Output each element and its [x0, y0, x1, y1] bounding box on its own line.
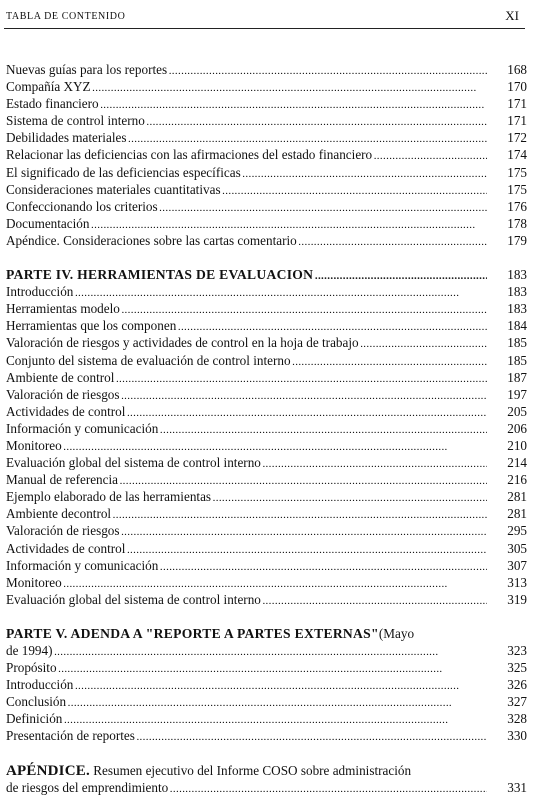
- toc-entry-label: Relacionar las deficiencias con las afirmaciones del estado financiero . . .: [6, 146, 487, 165]
- header-page-number: XI: [505, 8, 519, 23]
- toc-entry-page: 216: [507, 472, 527, 488]
- toc-entry-label: Evaluación global del sistema de control interno . . .: [6, 591, 487, 610]
- toc-entry: [6, 317, 527, 334]
- toc-entry-label: Propósito . . .: [6, 659, 487, 678]
- part-heading: [6, 266, 527, 283]
- part-heading-line2: [6, 642, 527, 659]
- toc-entry-label: Conclusión . . .: [6, 693, 487, 712]
- toc-entry-label: Debilidades materiales . . .: [6, 129, 487, 148]
- toc-entry: [6, 146, 527, 163]
- toc-entry-label: Actividades de control . . .: [6, 540, 487, 559]
- appendix-heading-line2: [6, 779, 527, 796]
- toc-entry-page: 210: [507, 437, 527, 453]
- toc-entry: [6, 334, 527, 351]
- appendix-page: 331: [507, 779, 527, 795]
- toc-entry: [6, 95, 527, 112]
- toc-entry-label: Estado financiero . . .: [6, 95, 487, 114]
- toc-entry: [6, 61, 527, 78]
- running-header: [6, 8, 519, 28]
- toc-entry-page: 313: [507, 574, 527, 590]
- toc-entry-page: 185: [507, 352, 527, 368]
- toc-entry-label: Información y comunicación . . .: [6, 557, 487, 576]
- toc-entry-page: 183: [507, 301, 527, 317]
- toc-entry-label: Sistema de control interno . . .: [6, 112, 487, 131]
- toc-entry: [6, 352, 527, 369]
- toc-entry: [6, 181, 527, 198]
- toc-entry-label: Herramientas modelo . . .: [6, 300, 487, 319]
- toc-entry: [6, 710, 527, 727]
- part-v-entries: [6, 659, 527, 744]
- toc-entry-page: 170: [507, 79, 527, 95]
- toc-entry-page: 175: [507, 181, 527, 197]
- toc-entry-page: 178: [507, 215, 527, 231]
- toc-entry: [6, 215, 527, 232]
- part-title: PARTE IV. HERRAMIENTAS DE EVALUACION . . .: [6, 266, 487, 285]
- toc-entry-label: Compañía XYZ . . .: [6, 78, 487, 97]
- toc-entry: [6, 659, 527, 676]
- part-heading-line1: [6, 625, 527, 642]
- header-rule: [4, 28, 525, 29]
- appendix-text-continuation: de riesgos del emprendimiento . . .: [6, 779, 487, 798]
- toc-entry: [6, 198, 527, 215]
- toc-entry-page: 214: [507, 455, 527, 471]
- toc-entry: [6, 112, 527, 129]
- toc-entry-label: Conjunto del sistema de evaluación de control interno . . .: [6, 352, 487, 371]
- toc-entry-page: 197: [507, 386, 527, 402]
- toc-entry-label: Información y comunicación . . .: [6, 420, 487, 439]
- part-page: 183: [507, 267, 527, 283]
- toc-entry-label: Valoración de riesgos . . .: [6, 386, 487, 405]
- toc-entry-label: Ejemplo elaborado de las herramientas . . .: [6, 488, 487, 507]
- toc-entry: [6, 232, 527, 249]
- toc-entry: [6, 574, 527, 591]
- toc-entry-label: El significado de las deficiencias específicas . . .: [6, 164, 487, 183]
- toc-entry-label: Nuevas guías para los reportes . . .: [6, 61, 487, 80]
- toc-entry: [6, 693, 527, 710]
- toc-entry-page: 175: [507, 164, 527, 180]
- toc-entry: [6, 591, 527, 608]
- toc-entry-label: Actividades de control . . .: [6, 403, 487, 422]
- toc-entry-page: 319: [507, 591, 527, 607]
- toc-entry-label: Manual de referencia . . .: [6, 471, 487, 490]
- toc-entry-page: 325: [507, 660, 527, 676]
- toc-entry-page: 327: [507, 694, 527, 710]
- toc-entry: [6, 505, 527, 522]
- appendix-title: APÉNDICE.: [6, 762, 90, 779]
- toc-entry: [6, 420, 527, 437]
- toc-entry: [6, 454, 527, 471]
- toc-entry-page: 281: [507, 489, 527, 505]
- part-title: PARTE V. ADENDA A "REPORTE A PARTES EXTERNAS": [6, 625, 379, 641]
- toc-entry: [6, 540, 527, 557]
- toc-entry: [6, 522, 527, 539]
- toc-entry-label: Introducción . . .: [6, 283, 487, 302]
- toc-entry-label: Monitoreo . . .: [6, 574, 487, 593]
- toc-entry-page: 206: [507, 420, 527, 436]
- toc-entry-page: 295: [507, 523, 527, 539]
- toc-entry-label: Valoración de riesgos y actividades de control en la hoja de trabajo . . .: [6, 334, 487, 353]
- toc-entry: [6, 676, 527, 693]
- toc-entry: [6, 488, 527, 505]
- toc-entry-page: 305: [507, 540, 527, 556]
- toc-entry-label: Ambiente decontrol . . .: [6, 505, 487, 524]
- toc-entry-page: 168: [507, 62, 527, 77]
- toc-entry-page: 205: [507, 403, 527, 419]
- toc-entry-page: 176: [507, 198, 527, 214]
- appendix-heading-line1: [6, 762, 527, 779]
- toc-entry: [6, 386, 527, 403]
- header-title: TABLA DE CONTENIDO: [6, 11, 126, 22]
- toc-entry-page: 174: [507, 147, 527, 163]
- section-entries: [6, 61, 527, 249]
- toc-entry: [6, 557, 527, 574]
- toc-entry-label: Apéndice. Consideraciones sobre las cartas comentario . . .: [6, 232, 487, 251]
- toc-entry-page: 187: [507, 369, 527, 385]
- toc-entry-page: 171: [507, 113, 527, 129]
- toc-entry-page: 330: [507, 728, 527, 744]
- part-title-suffix: (Mayo: [378, 625, 415, 641]
- toc-entry: [6, 300, 527, 317]
- toc-entry-label: Introducción . . .: [6, 676, 487, 695]
- toc-entry-page: 184: [507, 318, 527, 334]
- toc-entry: [6, 283, 527, 300]
- toc-entry-page: 185: [507, 335, 527, 351]
- toc-entry-page: 183: [507, 284, 527, 300]
- toc-entry: [6, 369, 527, 386]
- toc-entry: [6, 164, 527, 181]
- toc-entry: [6, 437, 527, 454]
- toc-entry-page: 328: [507, 711, 527, 727]
- toc-entry-page: 171: [507, 96, 527, 112]
- toc-entry-label: Valoración de riesgos . . .: [6, 522, 487, 541]
- toc-entry-label: Presentación de reportes . . .: [6, 727, 487, 746]
- toc-entry-page: 326: [507, 677, 527, 693]
- appendix-text: Resumen ejecutivo del Informe COSO sobre administración: [89, 762, 412, 778]
- toc-entry-label: Confeccionando los criterios . . .: [6, 198, 487, 217]
- toc-entry-label: Consideraciones materiales cuantitativas . . .: [6, 181, 487, 200]
- toc-entry-label: Monitoreo . . .: [6, 437, 487, 456]
- toc-entry-label: Ambiente de control . . .: [6, 369, 487, 388]
- toc-entry-label: Definición . . .: [6, 710, 487, 729]
- toc-entry: [6, 78, 527, 95]
- toc-entry-page: 172: [507, 130, 527, 146]
- toc-entry-label: Herramientas que los componen . . .: [6, 317, 487, 336]
- toc-entry-page: 179: [507, 232, 527, 248]
- table-of-contents: [6, 61, 527, 796]
- toc-entry: [6, 727, 527, 744]
- toc-entry: [6, 403, 527, 420]
- toc-entry: [6, 129, 527, 146]
- toc-entry-label: Documentación . . .: [6, 215, 487, 234]
- part-iv-entries: [6, 283, 527, 608]
- toc-entry-label: Evaluación global del sistema de control interno . . .: [6, 454, 487, 473]
- part-title-continuation: de 1994) . . .: [6, 642, 487, 661]
- part-page: 323: [507, 643, 527, 658]
- toc-entry-page: 281: [507, 506, 527, 522]
- toc-entry-page: 307: [507, 557, 527, 573]
- toc-entry: [6, 471, 527, 488]
